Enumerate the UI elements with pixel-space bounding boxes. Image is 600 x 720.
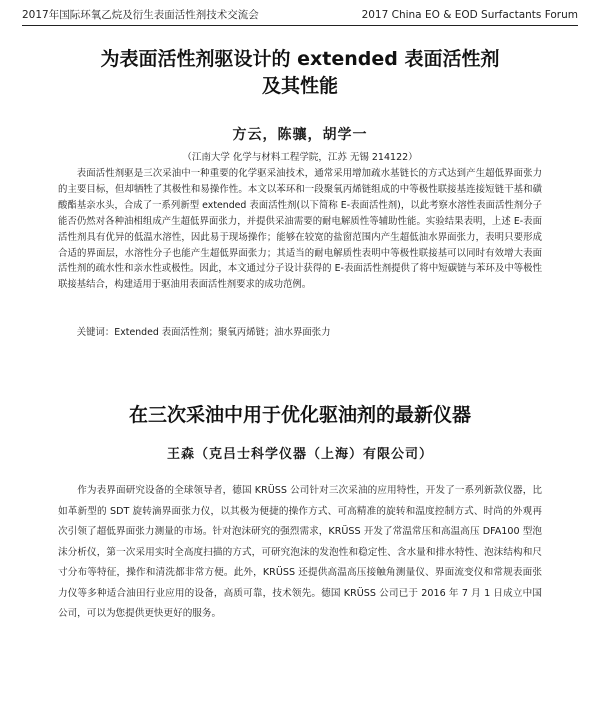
page-header — [22, 8, 578, 26]
paper1-affiliation: （江南大学 化学与材料工程学院，江苏 无锡 214122） — [182, 152, 418, 163]
paper1-abstract: 表面活性剂驱是三次采油中一种重要的化学驱采油技术，通常采用增加疏水基链长的方式达到产生超低界面张力的主要目标，但却牺牲了其极性和易操作性。本文以苯环和一段聚氧丙烯链组成的中等极性联接基连接短链干基和磺酸酯基亲水头，合成了一系列新型 extended 表面活性剂(以下简称 E-表面活性剂)，以此考察水溶性表面活性剂分子能否仍然对各种油相组成产生超低界面张力，并提供采油需要的耐电解质性等辅助性能。实验结果表明，上述 E-表面活性剂具有优异的低温水溶性，因此易于现场操作；能够在较宽的盐窗范围内产生超低油水界面张力，表明只要形成合适的界面层，水溶性分子也能产生超低界面张力；其适当的耐电解质性表明中等极性联接基可以同时有效增大表面活性剂的疏水性和亲水性或极性。因此，本文通过分子设计获得的 E-表面活性剂提供了将中短碳链与苯环及中等极性联接基结合，构建适用于驱油用表面活性剂要求的成功范例。 — [58, 168, 542, 291]
paper1-authors: 方云，陈骧，胡学一 — [232, 127, 368, 143]
paper1-keywords: 关键词：Extended 表面活性剂；聚氧丙烯链；油水界面张力 — [76, 327, 331, 338]
paper2-author: 王森（克吕士科学仪器（上海）有限公司） — [166, 447, 433, 462]
paper1-title-line2: 及其性能 — [261, 75, 338, 97]
paper2-title: 在三次采油中用于优化驱油剂的最新仪器 — [128, 404, 471, 426]
header-right: 2017 China EO & EOD Surfactants Forum — [361, 9, 578, 21]
paper1-title-line1: 为表面活性剂驱设计的 extended 表面活性剂 — [100, 48, 500, 70]
header-left: 2017年国际环氧乙烷及衍生表面活性剂技术交流会 — [22, 9, 259, 21]
paper1-title — [40, 46, 560, 100]
paper2-body: 作为表界面研究设备的全球领导者，德国 KRÜSS 公司针对三次采油的应用特性，开发了一系列新款仪器，比如革新型的 SDT 旋转滴界面张力仪，以其极为便捷的操作方式、可高精准的旋转和温度控制方式、时尚的外观再次引领了超低界面张力测量的市场。针对泡沫研究的强烈需求，KRÜSS 开发了常温常压和高温高压 DFA100 型泡沫分析仪，第一次采用实时全高度扫描的方式，可研究泡沫的发泡性和稳定性、含水量和排水特性、泡沫结构和尺寸分布等特征，操作和清洗都非常方便。此外，KRÜSS 还提供高温高压接触角测量仪、界面流变仪和常规表面张力仪等多种适合油田行业应用的设备，高质可靠，技术领先。德国 KRÜSS 公司已于 2016 年 7 月 1 日成立中国公司，可以为您提供更快更好的服务。 — [58, 485, 542, 619]
